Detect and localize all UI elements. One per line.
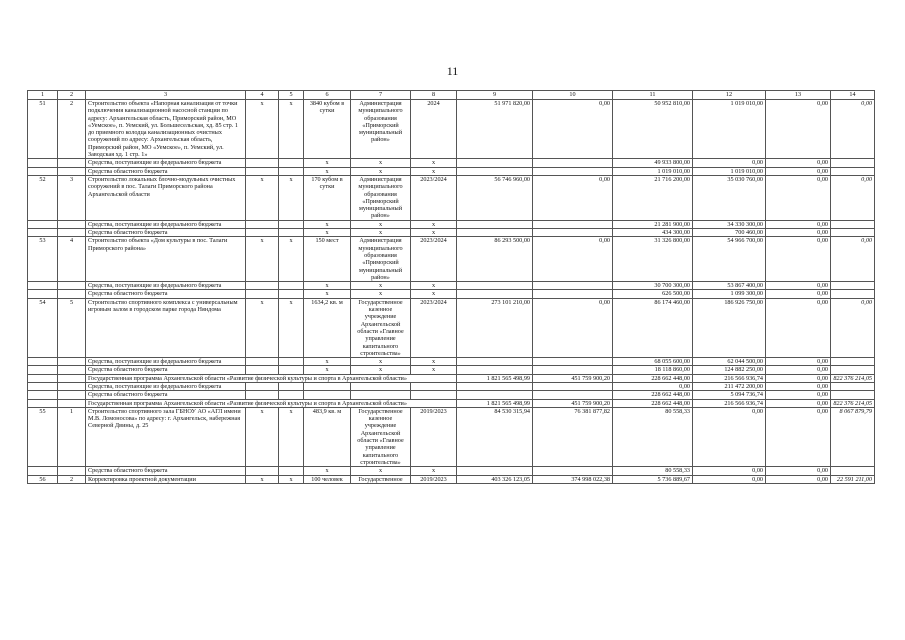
cell-col-8: х	[411, 366, 457, 374]
cell-col-6: 3840 кубом в сутки	[304, 100, 351, 159]
cell-col-1: 55	[28, 407, 58, 466]
cell-col-12: 0,00	[693, 407, 766, 466]
cell-col-8: х	[411, 358, 457, 366]
cell-col-8	[411, 382, 457, 390]
cell-col-3: Государственная программа Архангельской области «Развитие физической культуры и спорта в Архангельской области»	[86, 399, 457, 407]
cell-col-1	[28, 366, 58, 374]
cell-col-11: 228 662 448,00	[613, 399, 693, 407]
cell-col-5: х	[279, 475, 304, 483]
cell-col-6: 150 мест	[304, 237, 351, 282]
cell-col-2	[58, 399, 86, 407]
cell-col-3: Строительство спортивного комплекса с универсальным игровым залом в городском парке города Няндома	[86, 298, 246, 357]
header-cell: 11	[613, 91, 693, 100]
cell-col-4	[246, 282, 279, 290]
table-row-funding-source	[28, 358, 875, 366]
cell-col-13: 0,00	[766, 229, 831, 237]
cell-col-14	[831, 282, 875, 290]
cell-col-11: 30 700 300,00	[613, 282, 693, 290]
cell-col-7: Администрация муниципального образования «Приморский муниципальный район»	[351, 175, 411, 220]
header-cell: 1	[28, 91, 58, 100]
cell-col-4: х	[246, 298, 279, 357]
cell-col-1	[28, 229, 58, 237]
cell-col-14: 0,00	[831, 100, 875, 159]
cell-col-5	[279, 290, 304, 298]
cell-col-12: 0,00	[693, 467, 766, 475]
cell-col-2: 5	[58, 298, 86, 357]
cell-col-8: 2019/2023	[411, 407, 457, 466]
cell-col-13: 0,00	[766, 399, 831, 407]
cell-col-12: 54 966 700,00	[693, 237, 766, 282]
cell-col-9	[457, 282, 533, 290]
cell-col-6: 100 человек	[304, 475, 351, 483]
cell-col-7: х	[351, 282, 411, 290]
cell-col-11: 434 300,00	[613, 229, 693, 237]
cell-col-4: х	[246, 175, 279, 220]
cell-col-9	[457, 358, 533, 366]
cell-col-8: 2023/2024	[411, 298, 457, 357]
cell-col-11: 1 019 010,00	[613, 167, 693, 175]
cell-col-6: х	[304, 167, 351, 175]
cell-col-7: х	[351, 229, 411, 237]
cell-col-5: х	[279, 407, 304, 466]
header-cell: 12	[693, 91, 766, 100]
cell-col-10: 0,00	[533, 100, 613, 159]
table-row-funding-source	[28, 290, 875, 298]
cell-col-2	[58, 229, 86, 237]
cell-col-10	[533, 391, 613, 399]
cell-col-12: 216 566 936,74	[693, 374, 766, 382]
cell-col-9: 51 971 820,00	[457, 100, 533, 159]
table-row-item	[28, 100, 875, 159]
cell-col-10: 0,00	[533, 175, 613, 220]
cell-col-8: 2023/2024	[411, 175, 457, 220]
cell-col-13: 0,00	[766, 382, 831, 390]
cell-col-7: Государственное казенное учреждение Архангельской области «Главное управление капитального строительства»	[351, 298, 411, 357]
cell-col-5	[279, 467, 304, 475]
cell-col-13: 0,00	[766, 358, 831, 366]
cell-col-1: 51	[28, 100, 58, 159]
cell-col-10	[533, 282, 613, 290]
cell-col-3: Строительство спортивного зала ГБНОУ АО «АГЛ имени М.В. Ломоносова» по адресу: г. Архангельск, набережная Северной Двины, д. 25	[86, 407, 246, 466]
cell-col-1: 53	[28, 237, 58, 282]
cell-col-14	[831, 391, 875, 399]
cell-col-14: 0,00	[831, 175, 875, 220]
cell-col-14: 22 591 211,00	[831, 475, 875, 483]
cell-col-3: Средства областного бюджета	[86, 366, 246, 374]
cell-col-6: 170 кубом в сутки	[304, 175, 351, 220]
cell-col-5: х	[279, 175, 304, 220]
cell-col-12: 62 044 500,00	[693, 358, 766, 366]
table-row-funding-source	[28, 467, 875, 475]
cell-col-8: х	[411, 220, 457, 228]
cell-col-10	[533, 290, 613, 298]
cell-col-13: 0,00	[766, 467, 831, 475]
cell-col-14	[831, 290, 875, 298]
table-row-funding-source	[28, 282, 875, 290]
cell-col-2	[58, 282, 86, 290]
cell-col-5	[279, 366, 304, 374]
cell-col-5: х	[279, 100, 304, 159]
cell-col-14	[831, 167, 875, 175]
cell-col-4	[246, 229, 279, 237]
cell-col-12: 700 460,00	[693, 229, 766, 237]
cell-col-14: 822 376 214,05	[831, 374, 875, 382]
cell-col-4: х	[246, 407, 279, 466]
cell-col-13: 0,00	[766, 391, 831, 399]
cell-col-13: 0,00	[766, 290, 831, 298]
cell-col-3: Строительство объекта «Дом культуры в пос. Талаги Приморского района»	[86, 237, 246, 282]
cell-col-7: х	[351, 366, 411, 374]
cell-col-12: 1 019 010,00	[693, 167, 766, 175]
cell-col-12: 124 882 250,00	[693, 366, 766, 374]
table-body	[28, 91, 875, 484]
cell-col-14: 0,00	[831, 298, 875, 357]
cell-col-6: х	[304, 467, 351, 475]
cell-col-13: 0,00	[766, 282, 831, 290]
cell-col-1	[28, 382, 58, 390]
cell-col-8: х	[411, 159, 457, 167]
cell-col-1	[28, 399, 58, 407]
cell-col-9	[457, 290, 533, 298]
cell-col-14: 8 067 879,79	[831, 407, 875, 466]
table-row-funding-source	[28, 229, 875, 237]
header-cell: 3	[86, 91, 246, 100]
cell-col-13: 0,00	[766, 237, 831, 282]
cell-col-3: Строительство локальных блочно-модульных очистных сооружений в пос. Талаги Приморского района Архангельской области	[86, 175, 246, 220]
cell-col-10	[533, 467, 613, 475]
cell-col-10: 451 759 900,20	[533, 399, 613, 407]
cell-col-4	[246, 159, 279, 167]
cell-col-9	[457, 159, 533, 167]
cell-col-5: х	[279, 237, 304, 282]
cell-col-13: 0,00	[766, 407, 831, 466]
header-cell: 14	[831, 91, 875, 100]
cell-col-7: х	[351, 220, 411, 228]
cell-col-2: 1	[58, 407, 86, 466]
table-row-item	[28, 298, 875, 357]
cell-col-2: 2	[58, 475, 86, 483]
cell-col-7: Государственное	[351, 475, 411, 483]
cell-col-12: 216 566 936,74	[693, 399, 766, 407]
page-number: 11	[446, 64, 459, 78]
cell-col-7: Администрация муниципального образования «Приморский муниципальный район»	[351, 100, 411, 159]
cell-col-14	[831, 467, 875, 475]
cell-col-9: 84 530 315,94	[457, 407, 533, 466]
cell-col-8: х	[411, 467, 457, 475]
cell-col-1	[28, 467, 58, 475]
cell-col-1	[28, 358, 58, 366]
cell-col-11: 68 055 600,00	[613, 358, 693, 366]
cell-col-3: Средства областного бюджета	[86, 167, 246, 175]
cell-col-1	[28, 167, 58, 175]
cell-col-6: х	[304, 220, 351, 228]
cell-col-7: х	[351, 358, 411, 366]
cell-col-3: Средства, поступающие из федерального бюджета	[86, 358, 246, 366]
cell-col-14: 0,00	[831, 237, 875, 282]
cell-col-12: 1 019 010,00	[693, 100, 766, 159]
cell-col-13: 0,00	[766, 100, 831, 159]
cell-col-7	[351, 382, 411, 390]
cell-col-1: 54	[28, 298, 58, 357]
cell-col-11: 18 118 860,00	[613, 366, 693, 374]
cell-col-11: 50 952 810,00	[613, 100, 693, 159]
cell-col-13: 0,00	[766, 298, 831, 357]
cell-col-3: Средства областного бюджета	[86, 391, 246, 399]
cell-col-4	[246, 366, 279, 374]
cell-col-5	[279, 358, 304, 366]
cell-col-7: х	[351, 290, 411, 298]
cell-col-1	[28, 159, 58, 167]
cell-col-5	[279, 229, 304, 237]
cell-col-4	[246, 358, 279, 366]
cell-col-3: Строительство объекта «Напорная канализация от точки подключения канализационной насосной станции по адресу: Архангельская область, Приморский район, МО «Уемское», п. Уемский, ул. Большесельская, хд. 85 стр. 1 до приемного колодца канализационных очистных сооружений по адресу: Архангельская область, Приморский район, МО «Уемское», п. Уемский, ул. Заводская хд. 1 стр. 1»	[86, 100, 246, 159]
cell-col-10	[533, 159, 613, 167]
table-row-item	[28, 407, 875, 466]
cell-col-13: 0,00	[766, 167, 831, 175]
cell-col-5	[279, 382, 304, 390]
cell-col-8: х	[411, 167, 457, 175]
table-row-funding-source	[28, 220, 875, 228]
cell-col-1	[28, 282, 58, 290]
cell-col-13: 0,00	[766, 175, 831, 220]
cell-col-10: 451 759 900,20	[533, 374, 613, 382]
cell-col-11: 31 326 800,00	[613, 237, 693, 282]
cell-col-6	[304, 382, 351, 390]
cell-col-5	[279, 391, 304, 399]
cell-col-9: 403 326 123,05	[457, 475, 533, 483]
cell-col-10: 76 381 877,82	[533, 407, 613, 466]
cell-col-2	[58, 159, 86, 167]
cell-col-2: 4	[58, 237, 86, 282]
cell-col-9	[457, 220, 533, 228]
header-cell: 10	[533, 91, 613, 100]
cell-col-3: Средства областного бюджета	[86, 229, 246, 237]
cell-col-10: 0,00	[533, 237, 613, 282]
cell-col-6: х	[304, 366, 351, 374]
cell-col-10	[533, 229, 613, 237]
cell-col-12: 34 330 300,00	[693, 220, 766, 228]
header-cell: 4	[246, 91, 279, 100]
cell-col-9: 1 821 565 498,99	[457, 399, 533, 407]
cell-col-2	[58, 358, 86, 366]
cell-col-13: 0,00	[766, 159, 831, 167]
cell-col-14: 822 376 214,05	[831, 399, 875, 407]
cell-col-1: 56	[28, 475, 58, 483]
cell-col-5	[279, 282, 304, 290]
cell-col-10	[533, 382, 613, 390]
cell-col-5: х	[279, 298, 304, 357]
cell-col-7: Государственное казенное учреждение Архангельской области «Главное управление капитального строительства»	[351, 407, 411, 466]
cell-col-12: 0,00	[693, 159, 766, 167]
cell-col-9	[457, 467, 533, 475]
header-cell: 7	[351, 91, 411, 100]
header-cell: 5	[279, 91, 304, 100]
cell-col-9	[457, 382, 533, 390]
cell-col-11: 0,00	[613, 382, 693, 390]
cell-col-11: 5 736 889,67	[613, 475, 693, 483]
cell-col-4	[246, 391, 279, 399]
cell-col-14	[831, 382, 875, 390]
cell-col-6: х	[304, 358, 351, 366]
cell-col-14	[831, 220, 875, 228]
cell-col-9	[457, 391, 533, 399]
cell-col-6: 1634,2 кв. м	[304, 298, 351, 357]
table-row-program-total	[28, 399, 875, 407]
cell-col-11: 228 662 448,00	[613, 374, 693, 382]
cell-col-10	[533, 167, 613, 175]
cell-col-4: х	[246, 475, 279, 483]
cell-col-9: 1 821 565 498,99	[457, 374, 533, 382]
cell-col-11: 80 558,33	[613, 407, 693, 466]
cell-col-3: Средства, поступающие из федерального бюджета	[86, 282, 246, 290]
cell-col-13: 0,00	[766, 475, 831, 483]
cell-col-4: х	[246, 100, 279, 159]
cell-col-5	[279, 159, 304, 167]
table-row-funding-source	[28, 366, 875, 374]
cell-col-2	[58, 290, 86, 298]
cell-col-1	[28, 290, 58, 298]
cell-col-11: 49 933 800,00	[613, 159, 693, 167]
cell-col-12: 53 867 400,00	[693, 282, 766, 290]
cell-col-8: х	[411, 282, 457, 290]
table-row-funding-source	[28, 167, 875, 175]
cell-col-13: 0,00	[766, 374, 831, 382]
cell-col-10	[533, 366, 613, 374]
cell-col-11: 21 281 900,00	[613, 220, 693, 228]
cell-col-4	[246, 382, 279, 390]
cell-col-4	[246, 467, 279, 475]
cell-col-6: 483,9 кв. м	[304, 407, 351, 466]
cell-col-2	[58, 382, 86, 390]
cell-col-4: х	[246, 237, 279, 282]
cell-col-14	[831, 358, 875, 366]
cell-col-9: 56 746 960,00	[457, 175, 533, 220]
cell-col-13: 0,00	[766, 366, 831, 374]
table-row-funding-source	[28, 382, 875, 390]
cell-col-2: 2	[58, 100, 86, 159]
header-cell: 8	[411, 91, 457, 100]
cell-col-7	[351, 391, 411, 399]
cell-col-2	[58, 374, 86, 382]
cell-col-2: 3	[58, 175, 86, 220]
cell-col-10	[533, 358, 613, 366]
cell-col-9	[457, 366, 533, 374]
cell-col-8	[411, 391, 457, 399]
cell-col-10: 374 998 022,38	[533, 475, 613, 483]
cell-col-12: 186 926 750,00	[693, 298, 766, 357]
cell-col-6: х	[304, 282, 351, 290]
table-row-program-total	[28, 374, 875, 382]
cell-col-9: 86 293 500,00	[457, 237, 533, 282]
cell-col-5	[279, 220, 304, 228]
cell-col-7: х	[351, 467, 411, 475]
cell-col-6: х	[304, 290, 351, 298]
cell-col-2	[58, 467, 86, 475]
header-cell: 9	[457, 91, 533, 100]
cell-col-7: Администрация муниципального образования «Приморский муниципальный район»	[351, 237, 411, 282]
cell-col-14	[831, 229, 875, 237]
cell-col-14	[831, 366, 875, 374]
cell-col-7: х	[351, 167, 411, 175]
cell-col-2	[58, 220, 86, 228]
budget-table	[27, 90, 875, 484]
cell-col-1	[28, 374, 58, 382]
header-cell: 2	[58, 91, 86, 100]
cell-col-1	[28, 220, 58, 228]
cell-col-9	[457, 167, 533, 175]
cell-col-3: Средства областного бюджета	[86, 290, 246, 298]
cell-col-9: 273 101 210,00	[457, 298, 533, 357]
cell-col-10: 0,00	[533, 298, 613, 357]
cell-col-8: х	[411, 290, 457, 298]
cell-col-12: 0,00	[693, 475, 766, 483]
cell-col-4	[246, 220, 279, 228]
cell-col-3: Корректировка проектной документации	[86, 475, 246, 483]
table-row-funding-source	[28, 159, 875, 167]
cell-col-8: 2024	[411, 100, 457, 159]
table-row-funding-source	[28, 391, 875, 399]
cell-col-11: 21 716 200,00	[613, 175, 693, 220]
cell-col-3: Средства, поступающие из федерального бюджета	[86, 382, 246, 390]
cell-col-12: 35 030 760,00	[693, 175, 766, 220]
cell-col-12: 1 099 300,00	[693, 290, 766, 298]
cell-col-12: 5 094 736,74	[693, 391, 766, 399]
cell-col-4	[246, 167, 279, 175]
cell-col-2	[58, 366, 86, 374]
cell-col-11: 228 662 448,00	[613, 391, 693, 399]
cell-col-6	[304, 391, 351, 399]
cell-col-1	[28, 391, 58, 399]
cell-col-2	[58, 167, 86, 175]
cell-col-8: 2019/2023	[411, 475, 457, 483]
cell-col-11: 80 558,33	[613, 467, 693, 475]
cell-col-8: х	[411, 229, 457, 237]
cell-col-12: 211 472 200,00	[693, 382, 766, 390]
cell-col-3: Государственная программа Архангельской области «Развитие физической культуры и спорта в Архангельской области»	[86, 374, 457, 382]
cell-col-11: 626 500,00	[613, 290, 693, 298]
cell-col-3: Средства, поступающие из федерального бюджета	[86, 220, 246, 228]
cell-col-4	[246, 290, 279, 298]
header-row	[28, 91, 875, 100]
cell-col-2	[58, 391, 86, 399]
header-cell: 6	[304, 91, 351, 100]
cell-col-10	[533, 220, 613, 228]
cell-col-11: 86 174 460,00	[613, 298, 693, 357]
header-cell: 13	[766, 91, 831, 100]
cell-col-6: х	[304, 159, 351, 167]
cell-col-1: 52	[28, 175, 58, 220]
cell-col-5	[279, 167, 304, 175]
cell-col-7: х	[351, 159, 411, 167]
cell-col-14	[831, 159, 875, 167]
table-row-item	[28, 237, 875, 282]
cell-col-3: Средства, поступающие из федерального бюджета	[86, 159, 246, 167]
table-row-item	[28, 175, 875, 220]
table-row-item	[28, 475, 875, 483]
cell-col-9	[457, 229, 533, 237]
cell-col-13: 0,00	[766, 220, 831, 228]
cell-col-8: 2023/2024	[411, 237, 457, 282]
cell-col-6: х	[304, 229, 351, 237]
cell-col-3: Средства областного бюджета	[86, 467, 246, 475]
